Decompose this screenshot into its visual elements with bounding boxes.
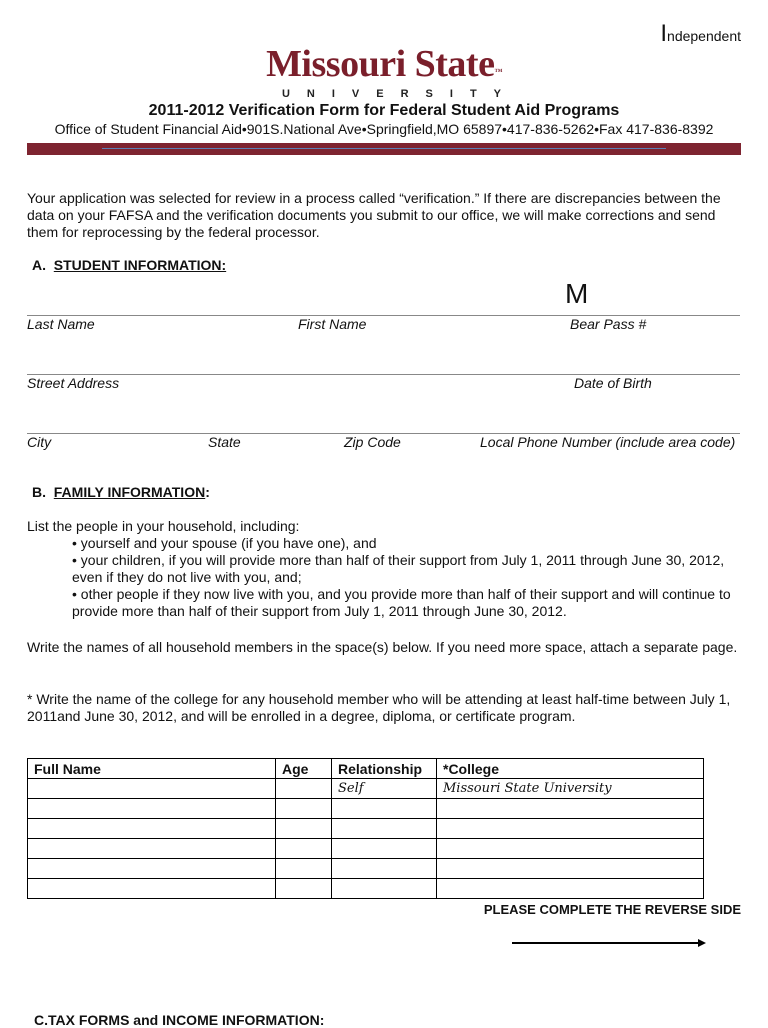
age-cell[interactable] <box>276 879 332 899</box>
handwritten-mark: M <box>565 278 589 309</box>
section-b-prefix: B. <box>32 484 46 500</box>
full-name-cell[interactable] <box>28 819 276 839</box>
college-note: * Write the name of the college for any household member who will be attending at least half-time between July 1, 2011and June 30, 2012, and will be enrolled in a degree, diploma, or certificate program. <box>27 691 731 724</box>
section-b-colon: : <box>205 484 210 500</box>
full-name-cell[interactable] <box>28 859 276 879</box>
section-a-title: STUDENT INFORMATION: <box>53 257 227 273</box>
college-cell[interactable] <box>437 839 704 859</box>
date-of-birth-label: Date of Birth <box>574 375 652 391</box>
section-a-prefix: A. <box>32 257 46 273</box>
logo-trademark: ™ <box>494 67 502 76</box>
full-name-cell[interactable] <box>28 879 276 899</box>
age-cell[interactable] <box>276 799 332 819</box>
col-header-age: Age <box>276 759 332 779</box>
table-row <box>28 819 704 839</box>
full-name-cell[interactable] <box>28 799 276 819</box>
age-cell[interactable] <box>276 779 332 799</box>
relationship-cell[interactable] <box>332 799 437 819</box>
city-label: City <box>27 434 52 450</box>
col-header-full-name: Full Name <box>28 759 276 779</box>
logo-subtitle: UNIVERSITY <box>281 88 518 100</box>
section-b-heading <box>32 484 210 500</box>
office-address: Office of Student Financial Aid•901S.National Ave•Springfield,MO 65897•417-836-5262•Fax 417-836-8392 <box>54 121 714 137</box>
reverse-side-note: PLEASE COMPLETE THE REVERSE SIDE <box>483 902 741 917</box>
street-address-label: Street Address <box>27 375 120 391</box>
section-a-heading <box>32 257 226 273</box>
phone-label: Local Phone Number (include area code) <box>480 434 736 450</box>
relationship-cell[interactable] <box>332 879 437 899</box>
age-cell[interactable] <box>276 859 332 879</box>
state-label: State <box>208 434 241 450</box>
col-header-college: *College <box>437 759 704 779</box>
bear-pass-label: Bear Pass # <box>570 316 647 332</box>
college-cell[interactable]: Missouri State University <box>437 779 704 799</box>
right-arrow-icon <box>512 936 706 950</box>
write-names-instruction: Write the names of all household members in the space(s) below. If you need more space, attach a separate page. <box>27 639 738 655</box>
age-cell[interactable] <box>276 819 332 839</box>
first-name-label: First Name <box>298 316 367 332</box>
bullet-item: • your children, if you will provide more than half of their support from July 1, 2011 through June 30, 2012, even if they do not live with you, and; <box>72 552 725 585</box>
table-row <box>28 859 704 879</box>
college-cell[interactable] <box>437 799 704 819</box>
form-title: 2011-2012 Verification Form for Federal Student Aid Programs <box>148 102 620 119</box>
relationship-cell[interactable] <box>332 839 437 859</box>
university-logo <box>0 42 768 86</box>
status-tag-rest: ndependent <box>667 28 741 44</box>
table-row <box>28 799 704 819</box>
full-name-cell[interactable] <box>28 779 276 799</box>
section-b-title: FAMILY INFORMATION <box>53 484 206 500</box>
section-c-heading: C.TAX FORMS and INCOME INFORMATION: <box>34 1012 325 1028</box>
col-header-relationship: Relationship <box>332 759 437 779</box>
household-list-intro: List the people in your household, including: <box>27 518 300 534</box>
table-row <box>28 879 704 899</box>
status-tag-initial: I <box>660 20 668 47</box>
college-cell[interactable] <box>437 879 704 899</box>
college-cell[interactable] <box>437 859 704 879</box>
age-cell[interactable] <box>276 839 332 859</box>
household-table <box>27 758 704 899</box>
bullet-item: • other people if they now live with you, and you provide more than half of their support and will continue to provide more than half of their support from July 1, 2011 through June 30, 2012. <box>72 586 731 619</box>
relationship-cell[interactable] <box>332 819 437 839</box>
intro-paragraph: Your application was selected for review in a process called “verification.” If there are discrepancies between the data on your FAFSA and the verification documents you submit to our office, we will make corrections and send them for reprocessing by the federal processor. <box>27 190 721 240</box>
header-bar-line <box>102 148 666 149</box>
last-name-label: Last Name <box>27 316 95 332</box>
college-cell[interactable] <box>437 819 704 839</box>
header-divider-bar <box>27 143 741 155</box>
relationship-cell[interactable]: Self <box>332 779 437 799</box>
logo-name: Missouri State <box>266 43 495 85</box>
zip-code-label: Zip Code <box>344 434 401 450</box>
full-name-cell[interactable] <box>28 839 276 859</box>
table-header-row <box>28 759 704 779</box>
relationship-cell[interactable] <box>332 859 437 879</box>
table-row <box>28 839 704 859</box>
household-bullet-list <box>72 535 740 620</box>
bullet-item: • yourself and your spouse (if you have one), and <box>72 535 377 551</box>
table-row <box>28 779 704 799</box>
